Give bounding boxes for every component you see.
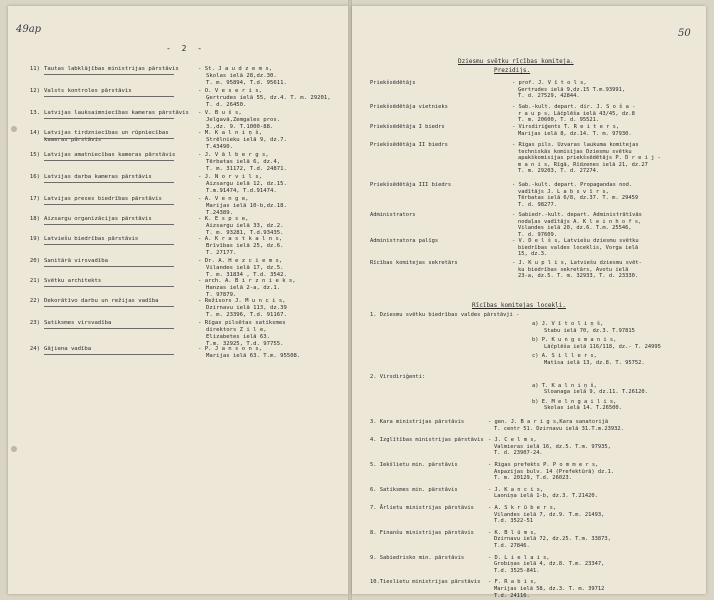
underline bbox=[44, 74, 174, 75]
representative-line: Elizabetes ielā 63. bbox=[206, 334, 270, 340]
entry-number: 17) bbox=[29, 196, 40, 202]
sub-entry-line: T. K a l n i ņ š, bbox=[541, 382, 597, 389]
representative-line: T. d. 27529, 42844. bbox=[518, 93, 580, 100]
representative-line: 15, dz.3. bbox=[518, 251, 548, 258]
entry-label: Latvijas darba kameras pārstāvis bbox=[44, 174, 152, 180]
representative-line: Ģertrudes ielā 55, dz.4. T. m. 29201, bbox=[206, 95, 331, 101]
member-sub-entry bbox=[532, 353, 645, 366]
representative-line: - K. B l ū m s, bbox=[488, 529, 537, 536]
representative-line: Dzirnavu ielā 113, dz.39 bbox=[206, 305, 287, 311]
entry-number: 15) bbox=[29, 152, 40, 158]
entry-label: Tautas labklājības ministrijas pārstāvis bbox=[44, 66, 179, 72]
section-members-heading: Rīcības komitejas locekļi. bbox=[472, 302, 566, 309]
presidium-role: Rīcības komitejas sekretārs bbox=[370, 260, 458, 266]
representative-line: - Režisors J. M u n c i s, bbox=[198, 298, 286, 304]
representative-line: Jelgavā,Zemgales pros. bbox=[206, 117, 281, 123]
presidium-role: Administrators bbox=[370, 212, 416, 218]
entry-label: Latvijas tirdzniecības un rūpniecības kameras pārstāvis bbox=[44, 130, 169, 143]
underline bbox=[44, 118, 174, 119]
representative-line: - Dr. A. H e z c i e m s, bbox=[198, 258, 283, 264]
right-page bbox=[352, 6, 706, 599]
representative-line: - Rīgas pilsētas satiksmes bbox=[198, 320, 286, 326]
underline bbox=[44, 286, 174, 287]
sub-entry-line: Stabu ielā 70, dz.3. T.97815 bbox=[544, 327, 635, 334]
representative-line: Marijas ielā 58, dz.3. T. m. 39712 bbox=[494, 585, 605, 592]
presidium-role: Priekšsēdētāja III biedrs bbox=[370, 182, 452, 188]
representative-line: Strēlnieku ielā 9, dz.7. bbox=[206, 137, 287, 143]
sub-entry-mark: a) bbox=[532, 382, 542, 389]
representative-line: Valmieras ielā 16, dz.5. T.m. 97935, bbox=[494, 443, 611, 450]
member-role: 1. Dziesmu svētku biedrības valdes pārstāvji - bbox=[370, 312, 520, 318]
entry-number: 20) bbox=[29, 258, 40, 264]
representative-line: T. m. 29203, T. d. 27274. bbox=[518, 168, 600, 175]
entry-label: Aizsargu organizācijas pārstāvis bbox=[44, 216, 152, 222]
entry-number: 13. bbox=[29, 110, 40, 116]
entry-representative bbox=[198, 346, 300, 360]
underline bbox=[44, 96, 174, 97]
member-sub-entry bbox=[532, 321, 635, 334]
representative-line: Vilandes ielā 7, dz.9. T.m. 21493, bbox=[494, 511, 605, 518]
entry-number: 24) bbox=[29, 346, 40, 352]
representative-line: 23-a, dz.5. T. m. 32933, T. d. 23330. bbox=[518, 273, 639, 280]
entry-label: Gājiena vadība bbox=[44, 346, 92, 352]
member-role: 6. Satiksmes min. pārstāvis bbox=[370, 486, 458, 493]
member-representative bbox=[488, 462, 614, 482]
presidium-representative bbox=[512, 104, 635, 124]
member-role: 2. Virsdiriģenti: bbox=[370, 373, 426, 380]
entry-representative bbox=[198, 66, 287, 87]
entry-number: 21) bbox=[29, 278, 40, 284]
entry-representative bbox=[198, 278, 296, 299]
representative-line: T. 27177. bbox=[206, 250, 237, 256]
underline bbox=[44, 224, 174, 225]
representative-line: apakškomisijas priekšsēdētājs P. D r e i j - bbox=[518, 155, 661, 162]
entry-label: Satiksmes virsvadība bbox=[44, 320, 112, 326]
presidium-role: Priekšsēdētāja vietnieks bbox=[370, 104, 448, 110]
entry-number: 14) bbox=[29, 130, 40, 136]
underline bbox=[44, 244, 174, 245]
representative-line: Marijas ielā 10-b,dz.18. bbox=[206, 203, 287, 209]
entry-representative bbox=[198, 110, 280, 131]
underline bbox=[44, 182, 174, 183]
entry-label: Svētku architekts bbox=[44, 278, 102, 284]
representative-line: - P. J a n s o n s, bbox=[198, 346, 262, 352]
underline bbox=[44, 328, 174, 329]
presidium-role: Priekšsēdētāja I biedrs bbox=[370, 124, 445, 130]
presidium-role: Priekšsēdētāja II biedrs bbox=[370, 142, 448, 148]
representative-line: - gen. J. B a r i g s,Kara sanatorijā bbox=[488, 419, 609, 425]
sub-entry-line: P. K u n g s m a n i s, bbox=[541, 337, 617, 344]
representative-line: - J. K u p l i s, Latviešu dziesmu svēt- bbox=[512, 260, 642, 266]
entry-label: Latviešu biedrības pārstāvis bbox=[44, 236, 139, 242]
entry-label: Latvijas preses biedrības pārstāvis bbox=[44, 196, 162, 202]
representative-line: T.m.91474, T.d.91474. bbox=[206, 188, 277, 194]
representative-line: - V. D e l š s, Latviešu dziesmu svētku bbox=[512, 238, 639, 244]
member-role: 5. Iekšlietu min. pārstāvis bbox=[370, 462, 458, 468]
representative-line: biedrības valdes loceklis, Vorga ielā bbox=[518, 244, 639, 251]
representative-line: T. m. 31172, T.d. 24871. bbox=[206, 166, 287, 172]
entry-representative bbox=[198, 320, 286, 348]
underline bbox=[44, 306, 174, 307]
representative-line: Grobiņas ielā 4, dz.8. T.m. 23347, bbox=[494, 561, 605, 568]
representative-line: - St. J a u d z e m s, bbox=[198, 66, 273, 72]
representative-line: T.d. 3525-841. bbox=[494, 567, 540, 574]
representative-line: Marijas ielā 8, dz.14. T. m. 97930. bbox=[518, 130, 632, 137]
page-number: - 2 - bbox=[166, 44, 206, 53]
presidium-representative bbox=[512, 260, 642, 280]
member-role: 9. Sabiedrisko min. pārstāvis bbox=[370, 554, 465, 561]
underline bbox=[44, 160, 174, 161]
representative-line: T. m. 31834 , T.d. 3542. bbox=[206, 272, 287, 278]
member-role: 4. Izglītības ministrijas pārstāvis bbox=[370, 437, 484, 444]
entry-label: Latvijas lauksaimniecības kameras pārstāvis bbox=[44, 110, 189, 116]
representative-line: 3.,dz. 9. T.1000-88. bbox=[206, 124, 274, 130]
entry-label: Valsts kontroles pārstāvis bbox=[44, 88, 132, 94]
representative-line: Tērbatas ielā 6/8, dz.37. T. m. 29459 bbox=[518, 195, 639, 202]
representative-line: T. centr 51. Dzirnavu ielā 31.T.m.23932. bbox=[494, 425, 624, 432]
entry-label: Dekorātīvo darbu un režijas vadība bbox=[44, 298, 159, 304]
representative-line: Vilandes ielā 17, dz.5. bbox=[206, 265, 284, 271]
representative-line: T. m. 20129, T.d. 26023. bbox=[494, 475, 572, 482]
punch-hole bbox=[11, 126, 17, 132]
entry-label: Latvijas amatniecības kameras pārstāvis bbox=[44, 152, 176, 158]
entry-representative bbox=[198, 152, 287, 173]
representative-line: techniskās komisijas Dziesmu svētku bbox=[518, 148, 632, 155]
member-role: 7. Ārlietu ministrijas pārstāvis bbox=[370, 505, 474, 511]
representative-line: - J. V ā l b e r g s, bbox=[198, 152, 269, 158]
representative-line: r a u p s, Lāčplēša ielā 43/45, dz.8 bbox=[518, 110, 635, 117]
sub-entry-mark: b) bbox=[532, 398, 542, 405]
punch-hole bbox=[11, 446, 17, 452]
member-representative bbox=[488, 530, 611, 550]
entry-number: 16) bbox=[29, 174, 40, 180]
corner-mark: 50 bbox=[678, 28, 691, 39]
underline bbox=[44, 354, 174, 355]
entry-number: 18) bbox=[29, 216, 40, 222]
representative-line: - Sab.-kult. depart. Propagandas nod. bbox=[512, 182, 633, 188]
representative-line: Dzirnavu ielā 72, dz.25. T.m. 33873, bbox=[494, 536, 611, 543]
presidium-representative bbox=[512, 124, 632, 137]
representative-line: Marijas ielā 63. T.m. 95508. bbox=[206, 353, 301, 359]
member-sub-entry bbox=[532, 337, 661, 350]
representative-line: - Sab.-kult. depart. dir. J. S o š a - bbox=[512, 104, 636, 110]
section-presidium-heading: Prezidijs. bbox=[494, 67, 531, 74]
representative-line: - Virsdiriģents T. R e i t e r s, bbox=[512, 124, 620, 130]
sub-entry-line: Skolas ielā 14. T.26500. bbox=[544, 405, 622, 412]
member-representative bbox=[488, 437, 611, 457]
representative-line: T. d. 97609. bbox=[518, 231, 557, 238]
representative-line: Brīvības ielā 25, dz.6. bbox=[206, 243, 284, 249]
representative-line: ku biedrības sekretārs, Avotu ielā bbox=[518, 266, 629, 273]
representative-line: - M. K a l n i ņ š, bbox=[198, 130, 262, 136]
archive-mark: 49ap bbox=[16, 24, 42, 35]
representative-line: - F. R a b i s, bbox=[488, 579, 537, 586]
sub-entry-mark: a) bbox=[532, 321, 542, 327]
representative-line: T. d. 26450. bbox=[206, 102, 247, 108]
entry-representative bbox=[198, 216, 283, 237]
representative-line: - K. E s p s e, bbox=[198, 216, 249, 222]
member-representative bbox=[488, 579, 604, 599]
representative-line: - Rīgas prefekts P. P o m m e r s, bbox=[488, 462, 599, 468]
presidium-role: Administratora palīgs bbox=[370, 238, 439, 244]
presidium-representative bbox=[512, 80, 625, 100]
sub-entry-line: E. M e l n g a i l i s, bbox=[541, 398, 617, 405]
representative-line: - A. K r a s t k a l n s, bbox=[198, 236, 283, 242]
representative-line: T. m. 23396, T.d. 91167. bbox=[206, 312, 287, 318]
sub-entry-line: J. V ī t o l i ņ š, bbox=[541, 321, 604, 327]
member-representative bbox=[488, 505, 604, 525]
representative-line: Hanzas ielā 2-a, dz.1. bbox=[206, 285, 281, 291]
representative-line: T. m. 20600, T. d. 95521. bbox=[518, 117, 600, 124]
member-role: 3. Kara ministrijas pārstāvis bbox=[370, 419, 465, 425]
representative-line: T.m. 32925, T.d. 97755. bbox=[206, 341, 284, 347]
member-role: 8. Finanšu ministrijas pārstāvis bbox=[370, 529, 474, 536]
representative-line: Ģertrudes ielā 9,dz.15 T.m.93991, bbox=[518, 86, 626, 93]
member-representative bbox=[488, 419, 624, 432]
entry-representative bbox=[198, 258, 287, 279]
entry-label: Sanitārā virsvadība bbox=[44, 258, 108, 264]
representative-line: - J. K a n c i s, bbox=[488, 486, 544, 493]
entry-representative bbox=[198, 298, 287, 319]
sub-entry-line: A. S i l l e r s, bbox=[541, 353, 597, 360]
left-page bbox=[8, 6, 348, 594]
representative-line: - arch. A. B i r z n i e k s, bbox=[198, 278, 296, 284]
representative-line: - J. N o r v i l s, bbox=[198, 174, 262, 180]
representative-line: Laoniņa ielā 1-b, dz.3. T.21420. bbox=[494, 493, 598, 500]
representative-line: - prof. J. V ī t o l s, bbox=[512, 80, 587, 86]
representative-line: Aizsargu ielā 33, dz.2. bbox=[206, 223, 284, 229]
representative-line: T.d. 24116. bbox=[494, 592, 530, 599]
entry-number: 22) bbox=[29, 298, 40, 304]
representative-line: T.43490. bbox=[206, 144, 233, 150]
member-representative bbox=[488, 487, 598, 500]
document-title: Dziesmu svētku rīcības komiteja. bbox=[458, 58, 574, 65]
member-sub-entry bbox=[532, 383, 648, 396]
sub-entry-mark: c) bbox=[532, 353, 542, 360]
representative-line: Vilandes ielā 20, dz.6. T.m. 25546, bbox=[518, 225, 632, 232]
member-role: 10.Tieslietu ministrijas pārstāvis bbox=[370, 579, 481, 586]
representative-line: Aspazijas bulv. 14 (Prefektūrā) dz.1. bbox=[494, 468, 615, 475]
sub-entry-mark: b) bbox=[532, 337, 542, 344]
representative-line: T. d. 98277. bbox=[518, 201, 557, 208]
representative-line: - D. L i e l a i s, bbox=[488, 554, 550, 561]
presidium-representative bbox=[512, 212, 642, 238]
presidium-representative bbox=[512, 238, 639, 258]
representative-line: m a n i s, Rīgā, Rīdzenes ielā 21, dz.27 bbox=[518, 161, 648, 168]
sub-entry-line: Matīsa ielā 13, dz.8. T. 95752. bbox=[544, 359, 645, 366]
representative-line: vadītājs J. L a b s v ī r s, bbox=[518, 188, 609, 195]
entry-representative bbox=[198, 196, 287, 217]
presidium-representative bbox=[512, 182, 638, 208]
representative-line: - J. C e l m s, bbox=[488, 437, 537, 444]
representative-line: - Rīgas pils. Uzvaras laukuma komitejas bbox=[512, 142, 639, 148]
representative-line: - A. V e n g e, bbox=[198, 196, 249, 202]
member-representative bbox=[488, 555, 604, 575]
entry-representative bbox=[198, 88, 331, 109]
entry-representative bbox=[198, 130, 287, 151]
representative-line: - Sabiedr.-kult. depart. Administrātīvās bbox=[512, 212, 642, 218]
entry-number: 12) bbox=[29, 88, 40, 94]
entry-representative bbox=[198, 174, 287, 195]
entry-number: 19) bbox=[29, 236, 40, 242]
underline bbox=[44, 266, 174, 267]
presidium-representative bbox=[512, 142, 661, 175]
representative-line: direktors Z i l e, bbox=[206, 327, 267, 333]
sub-entry-line: Sloanaga ielā 9, dz.11. T.26120. bbox=[544, 389, 648, 396]
representative-line: Aizsargu ielā 12, dz.15. bbox=[206, 181, 287, 187]
representative-line: T. d. 23907-24. bbox=[494, 450, 543, 457]
representative-line: Skolas ielā 28,dz.30. bbox=[206, 73, 277, 79]
representative-line: - V. B u š s, bbox=[198, 110, 242, 116]
representative-line: T.24389. bbox=[206, 210, 233, 216]
representative-line: T. m. 93281, T.d.93435. bbox=[206, 230, 284, 236]
representative-line: T. 97879. bbox=[206, 292, 237, 298]
member-sub-entry bbox=[532, 399, 622, 412]
presidium-role: Priekšsēdētājs bbox=[370, 80, 416, 86]
representative-line: T. m. 95894, T.d. 95611. bbox=[206, 80, 287, 86]
representative-line: T.d. 27846. bbox=[494, 542, 530, 549]
representative-line: Tērbatas ielā 6, dz.4, bbox=[206, 159, 281, 165]
underline bbox=[44, 204, 174, 205]
representative-line: - O. V e s e r i s, bbox=[198, 88, 262, 94]
underline bbox=[44, 138, 174, 139]
entry-number: 23) bbox=[29, 320, 40, 326]
entry-representative bbox=[198, 236, 283, 257]
representative-line: T.d. 3522-51 bbox=[494, 518, 533, 525]
sub-entry-line: Lāčplēša ielā 116/118, dz.- T. 24995 bbox=[544, 343, 661, 350]
representative-line: - A. S k r ū b e r s, bbox=[488, 505, 557, 511]
representative-line: nodaļas vadītājs A. K l e i n h o f s, bbox=[518, 218, 642, 225]
entry-number: 11) bbox=[29, 66, 40, 72]
